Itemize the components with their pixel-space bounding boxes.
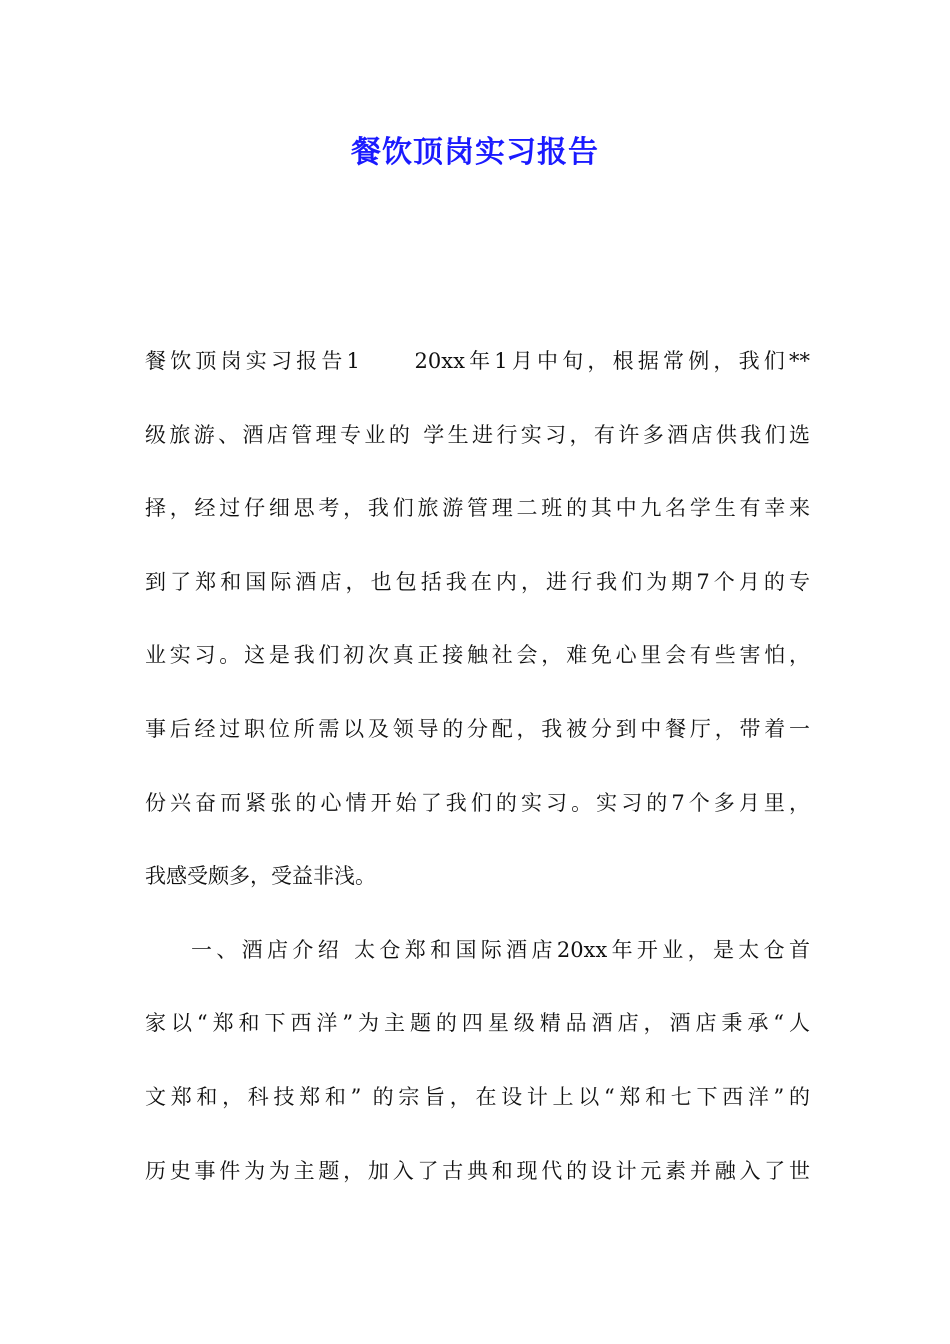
- document-body: [145, 335, 810, 1218]
- document-title: 餐饮顶岗实习报告: [351, 135, 599, 170]
- body-line: 到了郑和国际酒店，也包括我在内，进行我们为期7个月的专: [145, 569, 810, 594]
- body-line: 我感受颇多，受益非浅。: [145, 864, 376, 889]
- body-line: 份兴奋而紧张的心情开始了我们的实习。实习的7个多月里，: [145, 790, 810, 815]
- body-line: 择，经过仔细思考，我们旅游管理二班的其中九名学生有幸来: [145, 496, 810, 521]
- body-line: 一、酒店介绍 太仓郑和国际酒店20xx年开业，是太仓首: [191, 937, 810, 962]
- body-line: 文郑和，科技郑和” 的宗旨，在设计上以“郑和七下西洋”的: [145, 1084, 810, 1109]
- body-line: 历史事件为为主题，加入了古典和现代的设计元素并融入了世: [145, 1158, 810, 1183]
- body-line: 级旅游、酒店管理专业的 学生进行实习，有许多酒店供我们选: [145, 422, 810, 447]
- body-line: 业实习。这是我们初次真正接触社会，难免心里会有些害怕，: [145, 643, 810, 668]
- body-line: 事后经过职位所需以及领导的分配，我被分到中餐厅，带着一: [145, 716, 810, 741]
- body-line: 家以“郑和下西洋”为主题的四星级精品酒店，酒店秉承“人: [145, 1011, 810, 1036]
- body-line: 餐饮顶岗实习报告1 20xx年1月中旬，根据常例，我们**: [145, 349, 810, 373]
